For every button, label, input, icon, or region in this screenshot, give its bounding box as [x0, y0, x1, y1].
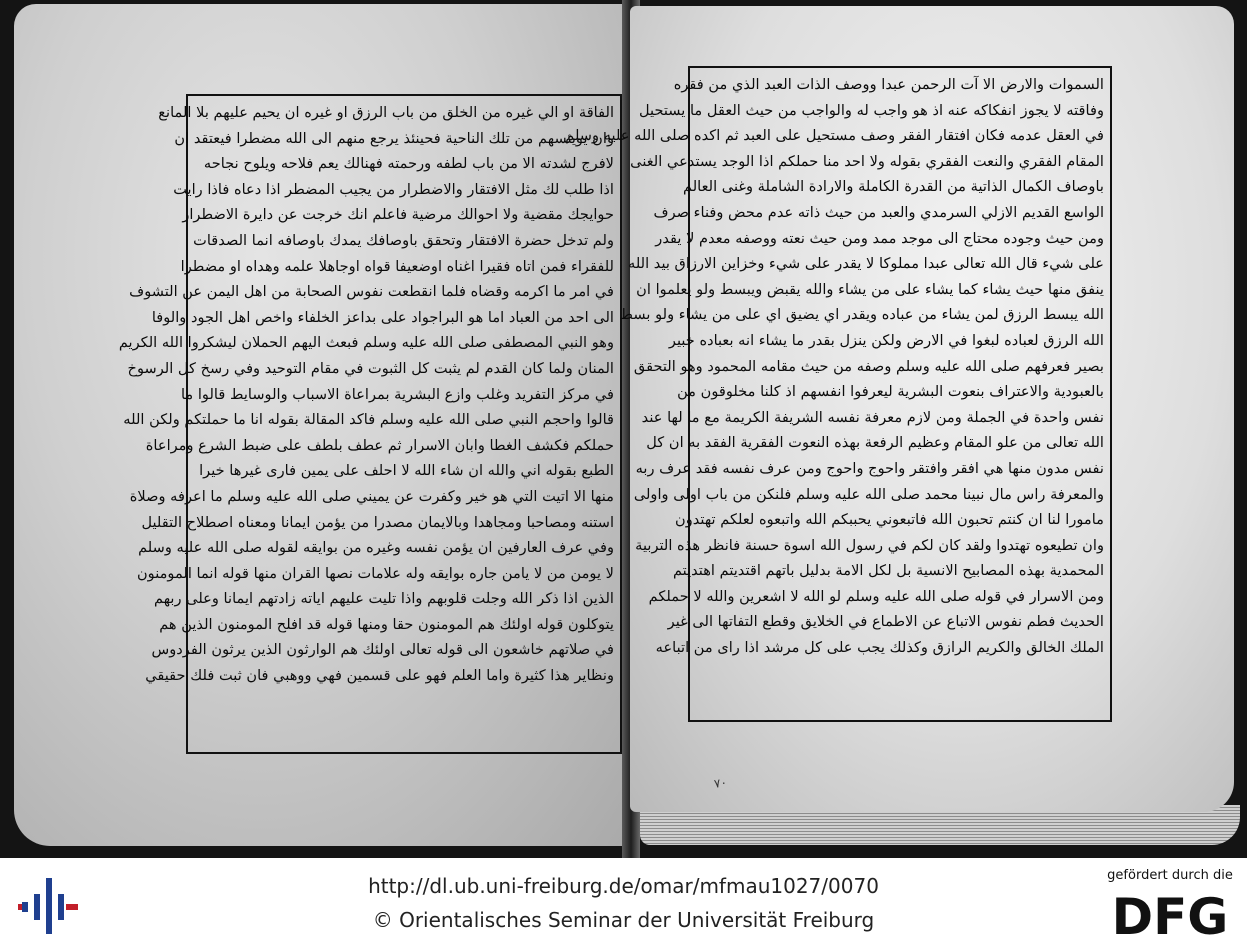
- dfg-logo-icon: [1104, 888, 1236, 946]
- left-page-text-line: استنه ومصاحبا ومجاهدا وبالايمان مصدرا من يؤمن ايمانا ومعناه اصطلاح التقليل: [141, 513, 614, 531]
- right-page-text-line: نفس مدون منها هي افقر وافتقر واحوج واحوج ومن عرف نفسه فقد عرف ربه: [635, 459, 1104, 477]
- left-page-text-line: الطبع بقوله اني والله ان شاء الله لا احلف على يمين فارى غيرها خيرا: [199, 462, 614, 480]
- left-page-text-line: ولم تدخل حضرة الافتقار وتحقق باوصافك يمدك باوصافه انما الصدقات: [193, 231, 614, 249]
- right-page-text-line: بالعبودية والاعتراف بنعوت البشرية ليعرفوا انفسهم اذ كلنا مخلوقون من: [677, 383, 1104, 401]
- right-page-text-line: الواسع القديم الازلي السرمدي والعبد من حيث ذاته عدم محض وفناء صرف: [653, 203, 1104, 221]
- left-page-text-line: يتوكلون قوله اولئك هم المومنون حقا ومنها قوله قد افلح المومنون الذين هم: [159, 615, 614, 633]
- folio-number: ٧٠: [713, 775, 728, 791]
- right-page-text-line: الملك الخالق والكريم الرازق وكذلك يجب على كل مرشد اذا راى من اتباعه: [655, 639, 1104, 657]
- left-page-text-line: للفقراء فمن اتاه فقيرا اغناه اوضعيفا قواه اوجاهلا علمه وهداه او مضطرا: [180, 257, 614, 275]
- right-page-text-line: ينفق منها حيث يشاء كما يشاء على من يشاء والله يقبض ويبسط ولو يعلموا ان: [636, 280, 1104, 298]
- right-page-text-line: في العقل عدمه فكان افتقار الفقر وصف مستحيل على العبد ثم اكده صلى الله عليه وسلم: [565, 127, 1104, 145]
- footer-bar: [0, 858, 1247, 946]
- right-page-text-line: نفس واحدة في الجملة ومن لازم معرفة نفسه الشريفة الكريمة مع ما لها عند: [641, 408, 1104, 426]
- right-page-text-line: الله الرزق لعباده لبغوا في الارض ولكن ينزل بقدر ما يشاء انه بعباده خبير: [668, 331, 1104, 349]
- right-page-text-block: [565, 66, 1112, 722]
- left-page-text-line: لا يومن من لا يامن جاره بوايقه وله علامات نصها القران منها قوله انما المومنون: [136, 564, 614, 582]
- left-page-text-line: في مركز التفريد وغلب وازع البشرية بمراعاة الاسباب والوسايط قالوا ما: [180, 385, 614, 403]
- left-page-text-line: حوايجك مقضية ولا احوالك مرضية فاعلم انك خرجت عن دايرة الاضطرار: [182, 206, 614, 224]
- right-page-text-line: ومن الاسرار في قوله صلى الله عليه وسلم لو الله لا اشعرين والله لا حملكم: [648, 587, 1104, 605]
- left-page-text-line: وفي عرف العارفين ان يؤمن نفسه وغيره من بوايقه لقوله صلى الله عليه وسلم: [138, 539, 614, 557]
- right-page-text-line: مامورا لنا ان كنتم تحبون الله فاتبعوني يحببكم الله واتبعوه لعلكم تهتدون: [675, 511, 1104, 529]
- right-manuscript-page: [565, 6, 1234, 812]
- right-page-text-line: الحديث فطم نفوس الاتباع عن الاطماع في الخلايق وقطع التفاتها الى غير: [667, 613, 1104, 631]
- right-page-text-line: السموات والارض الا آت الرحمن عبدا ووصف الذات العبد الذي من فقره: [673, 76, 1104, 93]
- left-page-text-line: قالوا واحجم النبي صلى الله عليه وسلم فاكد المقالة بقوله انا ما حملتكم ولكن الله: [123, 411, 614, 429]
- left-page-text-line: منها الا اتيت التي هو خير وكفرت عن يميني صلى الله عليه وسلم ما اعرفه وصلاة: [129, 487, 614, 505]
- right-page-text-line: المقام الفقري والنعت الفقري بقوله ولا احد منا حملكم اذا الوجد يستدعي الغنى: [630, 152, 1104, 170]
- dfg-logo-text: DFG: [1111, 888, 1229, 946]
- left-page-text-line: حملكم فكشف الغطا وابان الاسرار ثم عطف بلطف على ضبط الشرع ومراعاة: [145, 436, 614, 454]
- right-page-text-line: الله تعالى من علو المقام وعظيم الرفعة بهذه النعوت الفقرية الفقد به ان كل: [646, 434, 1104, 452]
- left-page-text-line: ونظاير هذا كثيرة واما العلم فهو على قسمين فهي ووهبي فان ثبت فلك حقيقي: [145, 667, 614, 685]
- right-page-text-line: ومن حيث وجوده محتاج الى موجد ممد ومن حيث نعته ووصفه معدم لا يقدر: [655, 229, 1104, 247]
- left-manuscript-page: [14, 4, 632, 846]
- left-page-text-line: لافرج لشدته الا من باب لطفه ورحمته فهنالك يعم فلاحه ويلوح نجاحه: [203, 155, 614, 173]
- right-page-text-line: وان تطيعوه تهتدوا ولقد كان لكم في رسول الله اسوة حسنة فانظر هذه التربية: [635, 536, 1104, 554]
- right-page-text-line: وفاقته لا يجوز انفكاكه عنه اذ هو واجب له والواجب من حيث العقل ما يستحيل: [638, 101, 1104, 119]
- left-page-text-block: [118, 94, 622, 754]
- right-page-text-line: المحمدية بهذه المصابيح الانسية بل لكل الامة بدليل باتهم اقتديتم اهتديتم: [672, 562, 1104, 580]
- copyright-notice: © Orientalisches Seminar der Universität Freiburg: [372, 908, 875, 932]
- left-page-text-line: اذا طلب لك مثل الافتقار والاضطرار من يجيب المضطر اذا دعاه فاذا رايت: [173, 180, 614, 198]
- left-page-text-line: وان يويئسهم من تلك الناحية فحينئذ يرجع منهم الى الله مضطرا فيعتقد ان: [174, 129, 614, 147]
- left-page-text-line: في امر ما اكرمه وقضاه فلما انقطعت نفوس الصحابة من اهل اليمن عن التشوف: [129, 283, 614, 301]
- left-page-text-line: المنان ولما كان القدم لم يثبت كل الثبوت في مقام التوحيد وفي رسخ كل الرسوخ: [127, 359, 614, 377]
- left-page-text-line: وهو النبي المصطفى صلى الله عليه وسلم فبعث اليهم الحملان ليشكروا الله الكريم: [118, 334, 614, 352]
- left-page-text-line: في صلاتهم خاشعون الى قوله تعالى اولئك هم الوارثون الذين يرثون الفردوس: [151, 641, 614, 659]
- source-url[interactable]: http://dl.ub.uni-freiburg.de/omar/mfmau1027/0070: [368, 874, 879, 898]
- dfg-funding-badge: [1100, 868, 1240, 946]
- right-page-text-line: والمعرفة راس مال نبينا محمد صلى الله عليه وسلم فلنكن من باب اولى واولى: [633, 485, 1104, 503]
- right-page-text-line: بصير فعرفهم صلى الله عليه وسلم وصفه من حيث مقامه المحمود وهو التحقق: [633, 357, 1104, 375]
- right-page-text-line: على شيء قال الله تعالى عبدا مملوكا لا يقدر على شيء وخزاين الارزاق بيد الله: [628, 255, 1104, 273]
- left-page-text-line: الفاقة او الي غيره من الخلق من باب الرزق او غيره ان يحيم عليهم بلا المانع: [158, 104, 614, 121]
- left-page-text-line: الى احد من العباد اما هو البراجواد على بداعز الخلفاء واخص اهل الجود والوفا: [151, 308, 614, 326]
- dfg-caption: gefördert durch die: [1107, 868, 1233, 883]
- right-page-text-line: الله يبسط الرزق لمن يشاء من عباده ويقدر اي يضيق اي على من يشاء ولو بسط: [619, 306, 1104, 324]
- right-page-text-line: باوصاف الكمال الذاتية من القدرة الكاملة والارادة الشاملة وغنى العالم: [683, 178, 1104, 196]
- left-page-text-line: الذين اذا ذكر الله وجلت قلوبهم واذا تليت عليهم اياته زادتهم ايمانا وعلى ربهم: [153, 590, 614, 608]
